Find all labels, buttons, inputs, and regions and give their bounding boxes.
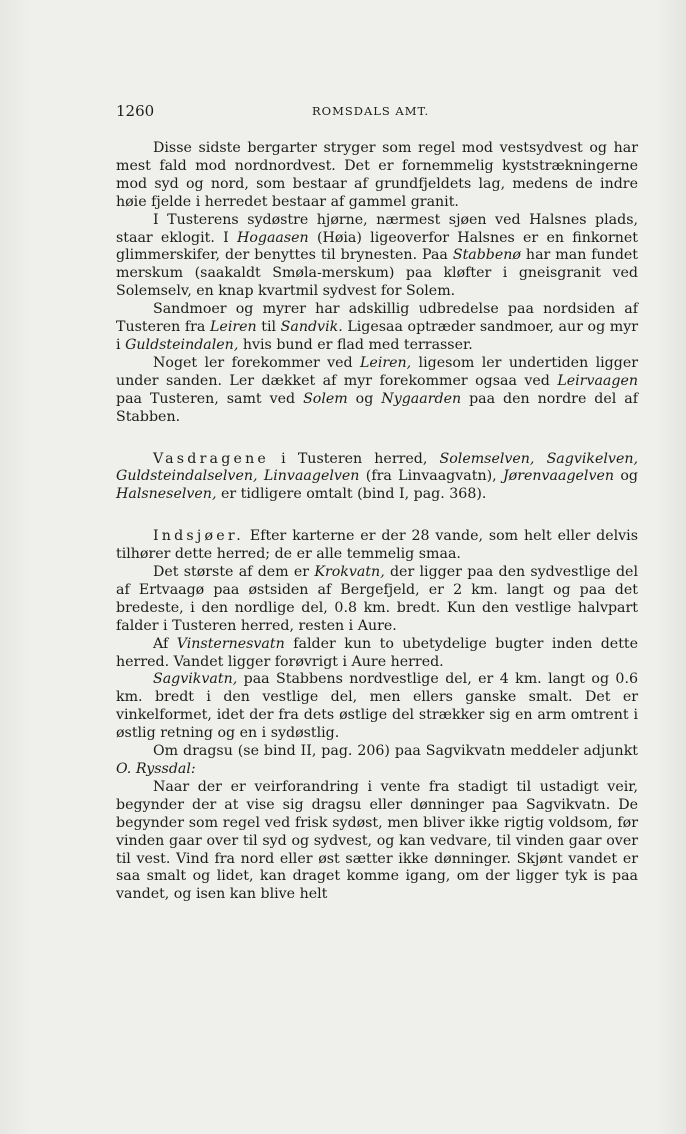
- page-header: [116, 100, 638, 122]
- section-gap: [116, 504, 638, 528]
- place-name: Guldsteindalen,: [125, 336, 239, 353]
- lake-name: Krokvatn,: [314, 564, 385, 581]
- section-heading-indsjoer: Indsjøer.: [153, 528, 244, 545]
- page-body: [116, 140, 638, 904]
- person-name: O. Ryssdal:: [116, 761, 196, 777]
- river-name: Jørenvaagelven: [502, 468, 615, 485]
- river-names: Solemselven, Sagvikelven, Guldsteindalselven, Linvaagelven: [116, 450, 638, 485]
- place-name: Sandvik.: [280, 319, 343, 336]
- lake-name: Vinsternesvatn: [176, 635, 285, 652]
- place-name: Leirvaagen: [557, 372, 638, 389]
- paragraph-sagvikvatn: Sagvikvatn, paa Stabbens nordvestlige del, er 4 km. langt og 0.6 km. bredt i den vestlige del, men ellers ganske smalt. Det er vinkelformet, idet der fra dets østlige del strækker sig en arm omtrent i østlig retning og en i sydøstlig.: [116, 671, 638, 742]
- running-head: ROMSDALS AMT.: [312, 104, 430, 118]
- place-name: Solem: [303, 390, 348, 407]
- paragraph-vinsternesvatn: Af Vinsternesvatn falder kun to ubetydelige bugter inden dette herred. Vandet ligger forøvrigt i Aure herred.: [116, 635, 638, 670]
- paragraph-sandmoer: Sandmoer og myrer har adskillig udbredelse paa nordsiden af Tusteren fra Leiren til Sandvik. Ligesaa optræder sandmoer, aur og myr i Guldsteindalen, hvis bund er flad med terrasser.: [116, 301, 639, 353]
- place-name: Hogaasen: [236, 229, 309, 246]
- paragraph-veirforandring: Naar der er veirforandring i vente fra stadigt til ustadigt veir, begynder der at vise sig dragsu eller dønninger paa Sagvikvatn. De begynder som regel ved frisk sydøst, men bliver ikke rigtig voldsom, før vinden gaar over til syd og sydvest, og kan vedvare, til vinden gaar over til vest. Vind fra nord eller øst sætter ikke dønninger. Skjønt vandet er saa smalt og lidet, kan draget komme igang, om der ligger tyk is paa vandet, og isen kan blive helt: [116, 778, 638, 903]
- paragraph-krokvatn: Det største af dem er Krokvatn, der ligger paa den sydvestlige del af Ertvaagø paa østsiden af Bergefjeld, er 2 km. langt og paa det bredeste, i den nordlige del, 0.8 km. bredt. Kun den vestlige halvpart falder i Tusteren herred, resten i Aure.: [116, 564, 638, 634]
- paragraph-indsjoer: Indsjøer. Efter karterne er der 28 vande, som helt eller delvis tilhører dette herred; de er alle temmelig smaa.: [116, 528, 638, 563]
- section-gap: [116, 427, 638, 451]
- place-name: Leiren,: [360, 354, 412, 371]
- paragraph-vasdragene: Vasdragene i Tusteren herred, Solemselven, Sagvikelven, Guldsteindalselven, Linvaagelven (fra Linvaagvatn), Jørenvaagelven og Halsneselven, er tidligere omtalt (bind I, pag. 368).: [116, 450, 638, 503]
- paragraph-bergarter: Disse sidste bergarter stryger som regel mod vestsydvest og har mest fald mod nordnordvest. Det er fornemmelig kyststrækningerne mod syd og nord, som bestaar af grundfjeldets lag, medens de indre høie fjelde i herredet bestaar af gammel granit.: [116, 140, 638, 210]
- place-name: Stabbenø: [452, 247, 521, 264]
- place-name: Nygaarden: [381, 390, 462, 407]
- place-name: Leiren: [210, 319, 257, 336]
- page-number: 1260: [116, 102, 155, 120]
- river-name: Halsneselven,: [116, 486, 217, 503]
- section-heading-vasdragene: Vasdragene: [153, 450, 270, 467]
- paragraph-ler: Noget ler forekommer ved Leiren, ligesom ler undertiden ligger under sanden. Ler dækket af myr forekommer ogsaa ved Leirvaagen paa Tusteren, samt ved Solem og Nygaarden paa den nordre del af Stabben.: [116, 354, 638, 425]
- paragraph-sydostre-hjorne: I Tusterens sydøstre hjørne, nærmest sjøen ved Halsnes plads, staar eklogit. I Hogaasen (Høia) ligeoverfor Halsnes er en finkornet glimmerskifer, der benyttes til brynesten. Paa Stabbenø har man fundet merskum (saakaldt Smøla-merskum) paa kløfter i gneisgranit ved Solemselv, en knap kvartmil sydvest for Solem.: [116, 211, 638, 300]
- paragraph-dragsu: Om dragsu (se bind II, pag. 206) paa Sagvikvatn meddeler adjunkt O. Ryssdal:: [116, 743, 638, 777]
- lake-name: Sagvikvatn,: [153, 671, 238, 688]
